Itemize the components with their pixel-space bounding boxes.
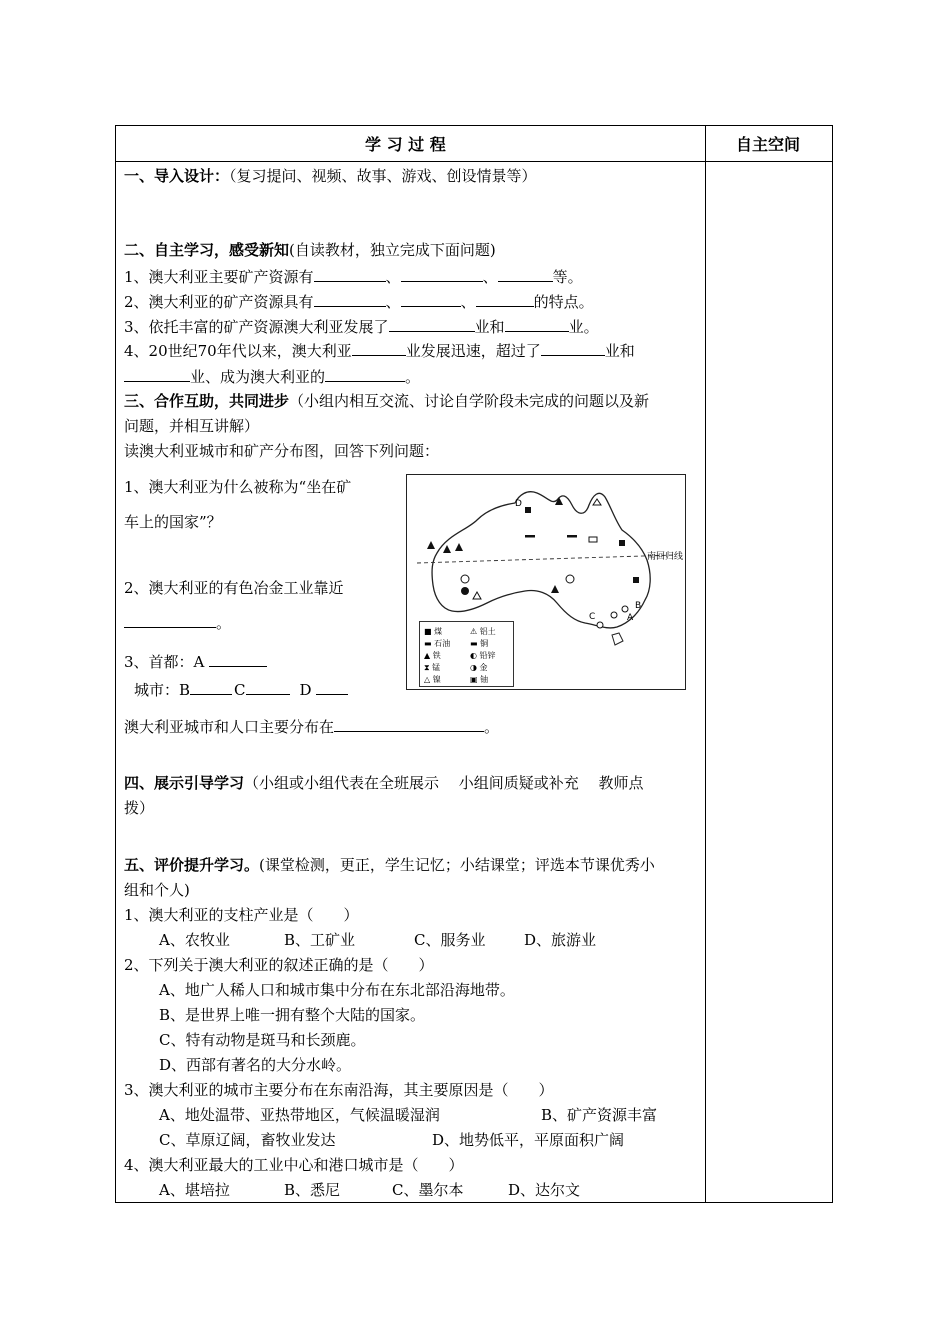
answer-blank[interactable] [314, 292, 386, 307]
section-2-heading [124, 241, 496, 259]
legend-oil: ▬ 石油 [424, 639, 451, 648]
q-text: 。 [216, 614, 232, 632]
q-text: 。 [484, 718, 500, 736]
nickel-symbol [473, 592, 481, 599]
iron-symbol [551, 585, 559, 593]
section-4-title: 四、展示引导学习 [124, 774, 245, 792]
q-text: 、 [482, 268, 498, 286]
quiz-q2-option-c[interactable]: C、特有动物是斑马和长颈鹿。 [159, 1031, 366, 1049]
gold-symbol [566, 575, 574, 583]
sec2-question-1 [124, 267, 583, 286]
q-text: 业和 [474, 318, 505, 336]
legend-coal: ■ 煤 [424, 627, 443, 636]
quiz-q4-option-b[interactable]: B、悉尼 [284, 1181, 341, 1199]
quiz-q1-option-a[interactable]: A、农牧业 [159, 931, 230, 949]
legend-bauxite: ⚠ 铝土 [470, 627, 496, 636]
australia-coastline [432, 492, 650, 628]
quiz-q4-option-a[interactable]: A、堪培拉 [159, 1181, 230, 1199]
sec3-q2-line1: 2、澳大利亚的有色冶金工业靠近 [124, 579, 344, 597]
q-text: 3、首都：A [124, 653, 205, 671]
q-text: 等。 [552, 268, 583, 286]
tropic-line [417, 555, 675, 563]
answer-blank[interactable] [325, 367, 405, 382]
city-label-a: A [627, 613, 634, 623]
city-marker-c [597, 622, 603, 628]
answer-blank[interactable] [190, 680, 232, 695]
answer-blank[interactable] [401, 267, 483, 282]
section-3-desc-cont: 问题，并相互讲解） [124, 417, 260, 435]
answer-blank[interactable] [246, 680, 290, 695]
sec3-q4 [124, 717, 499, 736]
q-text: 的特点。 [533, 293, 594, 311]
quiz-q3-option-c[interactable]: C、草原辽阔，畜牧业发达 [159, 1131, 336, 1149]
legend-uranium: ▣ 铀 [470, 675, 489, 684]
iron-symbol [443, 545, 451, 553]
section-5-title: 五、评价提升学习。 [124, 856, 260, 874]
tasmania-outline [612, 633, 623, 645]
header-divider [115, 161, 833, 162]
city-label-b: B [635, 601, 642, 611]
quiz-q1-option-c[interactable]: C、服务业 [414, 931, 486, 949]
bauxite-symbol [593, 499, 601, 505]
answer-blank[interactable] [389, 317, 475, 332]
q-text: 3、依托丰富的矿产资源澳大利亚发展了 [124, 318, 389, 336]
q-text: 业。 [568, 318, 599, 336]
sec2-question-2 [124, 292, 594, 311]
section-2-desc: (自读教材，独立完成下面问题) [289, 241, 496, 259]
section-1 [124, 167, 537, 185]
coal-symbol [525, 507, 531, 513]
section-5-desc-cont: 组和个人) [124, 881, 190, 899]
quiz-question-4: 4、澳大利亚最大的工业中心和港口城市是（ ） [124, 1156, 464, 1174]
answer-blank[interactable] [316, 680, 348, 695]
section-4-desc: （小组或小组代表在全班展示 小组间质疑或补充 教师点 [244, 774, 644, 792]
sec3-q3-cities [124, 680, 348, 699]
answer-blank[interactable] [505, 317, 569, 332]
quiz-q2-option-d[interactable]: D、西部有著名的大分水岭。 [159, 1056, 352, 1074]
oil-symbol [525, 535, 535, 538]
answer-blank[interactable] [209, 652, 267, 667]
answer-blank[interactable] [334, 717, 484, 732]
sec3-q3-capital [124, 652, 267, 671]
iron-symbol [427, 541, 435, 549]
map-intro: 读澳大利亚城市和矿产分布图，回答下列问题： [124, 442, 440, 460]
quiz-q4-option-c[interactable]: C、墨尔本 [392, 1181, 464, 1199]
q-text: 业、成为澳大利亚的 [190, 368, 326, 386]
header-main-column: 学 习 过 程 [365, 135, 446, 154]
q-text: 、 [385, 293, 401, 311]
q-text: D [299, 681, 312, 699]
section-3-desc: （小组内相互交流、讨论自学阶段未完成的问题以及新 [289, 392, 650, 410]
city-marker-a [611, 612, 617, 618]
answer-blank[interactable] [476, 292, 534, 307]
q-text: C [234, 681, 246, 699]
q-text: 。 [405, 368, 421, 386]
gold-symbol [461, 575, 469, 583]
tropic-label: 南回归线 [647, 552, 684, 562]
city-label-c: C [589, 612, 596, 622]
q-text: 澳大利亚城市和人口主要分布在 [124, 718, 335, 736]
section-1-desc: （复习提问、视频、故事、游戏、创设情景等） [229, 167, 537, 185]
uranium-symbol [589, 537, 597, 542]
sec3-q2-line2 [124, 613, 231, 632]
quiz-q1-option-d[interactable]: D、旅游业 [524, 931, 597, 949]
q-text: 、 [385, 268, 401, 286]
answer-blank[interactable] [124, 367, 190, 382]
australia-map-figure [406, 474, 686, 690]
quiz-q2-option-b[interactable]: B、是世界上唯一拥有整个大陆的国家。 [159, 1006, 426, 1024]
header-side-column: 自主空间 [736, 135, 801, 154]
section-1-title: 一、导入设计： [124, 167, 230, 185]
coal-symbol [633, 577, 639, 583]
answer-blank[interactable] [314, 267, 386, 282]
sec3-q1-line2: 车上的国家”？ [124, 513, 222, 531]
section-5-heading [124, 856, 655, 874]
city-label-d: D [515, 499, 522, 509]
section-4-heading [124, 774, 644, 792]
quiz-q3-option-d[interactable]: D、地势低平，平原面积广阔 [432, 1131, 625, 1149]
quiz-question-2: 2、下列关于澳大利亚的叙述正确的是（ ） [124, 956, 434, 974]
quiz-q3-option-a[interactable]: A、地处温带、亚热带地区，气候温暖湿润 [159, 1106, 440, 1124]
section-5-desc: (课堂检测，更正，学生记忆；小结课堂；评选本节课优秀小 [259, 856, 655, 874]
sec2-question-4-cont [124, 367, 420, 386]
coal-symbol [619, 540, 625, 546]
q-text: 、 [460, 293, 476, 311]
quiz-question-1: 1、澳大利亚的支柱产业是（ ） [124, 906, 359, 924]
answer-blank[interactable] [352, 341, 406, 356]
legend-gold: ◑ 金 [470, 663, 488, 672]
quiz-q2-option-a[interactable]: A、地广人稀人口和城市集中分布在东北部沿海地带。 [159, 981, 515, 999]
iron-symbol [455, 543, 463, 551]
q-text: 2、澳大利亚的矿产资源具有 [124, 293, 314, 311]
quiz-q1-option-b[interactable]: B、工矿业 [284, 931, 356, 949]
q-text: 业发展迅速，超过了 [405, 342, 541, 360]
lead-zinc-symbol [461, 587, 469, 595]
answer-blank[interactable] [498, 267, 553, 282]
legend-lead-zinc: ◐ 铅锌 [470, 651, 496, 660]
quiz-q3-option-b[interactable]: B、矿产资源丰富 [541, 1106, 658, 1124]
column-divider [705, 125, 706, 1203]
quiz-question-3: 3、澳大利亚的城市主要分布在东南沿海，其主要原因是（ ） [124, 1081, 554, 1099]
q-text: 1、澳大利亚主要矿产资源有 [124, 268, 314, 286]
legend-nickel: △ 镍 [424, 675, 441, 684]
section-2-title: 二、自主学习，感受新知 [124, 241, 290, 259]
copper-symbol [567, 535, 577, 538]
legend-iron: ▲ 铁 [424, 651, 441, 660]
sec2-question-4 [124, 341, 635, 360]
q-text: 业和 [604, 342, 635, 360]
q-text: 4、20世纪70年代以来，澳大利亚 [124, 342, 352, 360]
section-3-title: 三、合作互助，共同进步 [124, 392, 290, 410]
answer-blank[interactable] [401, 292, 461, 307]
legend-manganese: ⧗ 锰 [424, 663, 441, 672]
map-legend [419, 621, 514, 687]
sec3-q1-line1: 1、澳大利亚为什么被称为“坐在矿 [124, 478, 352, 496]
sec2-question-3 [124, 317, 599, 336]
section-3-heading [124, 392, 649, 410]
answer-blank[interactable] [124, 613, 216, 628]
answer-blank[interactable] [541, 341, 605, 356]
section-4-desc-cont: 拨） [124, 799, 155, 817]
quiz-q4-option-d[interactable]: D、达尔文 [508, 1181, 581, 1199]
legend-copper: ▬ 铜 [470, 639, 489, 648]
city-marker-b [622, 606, 628, 612]
q-text: 城市：B [134, 681, 191, 699]
